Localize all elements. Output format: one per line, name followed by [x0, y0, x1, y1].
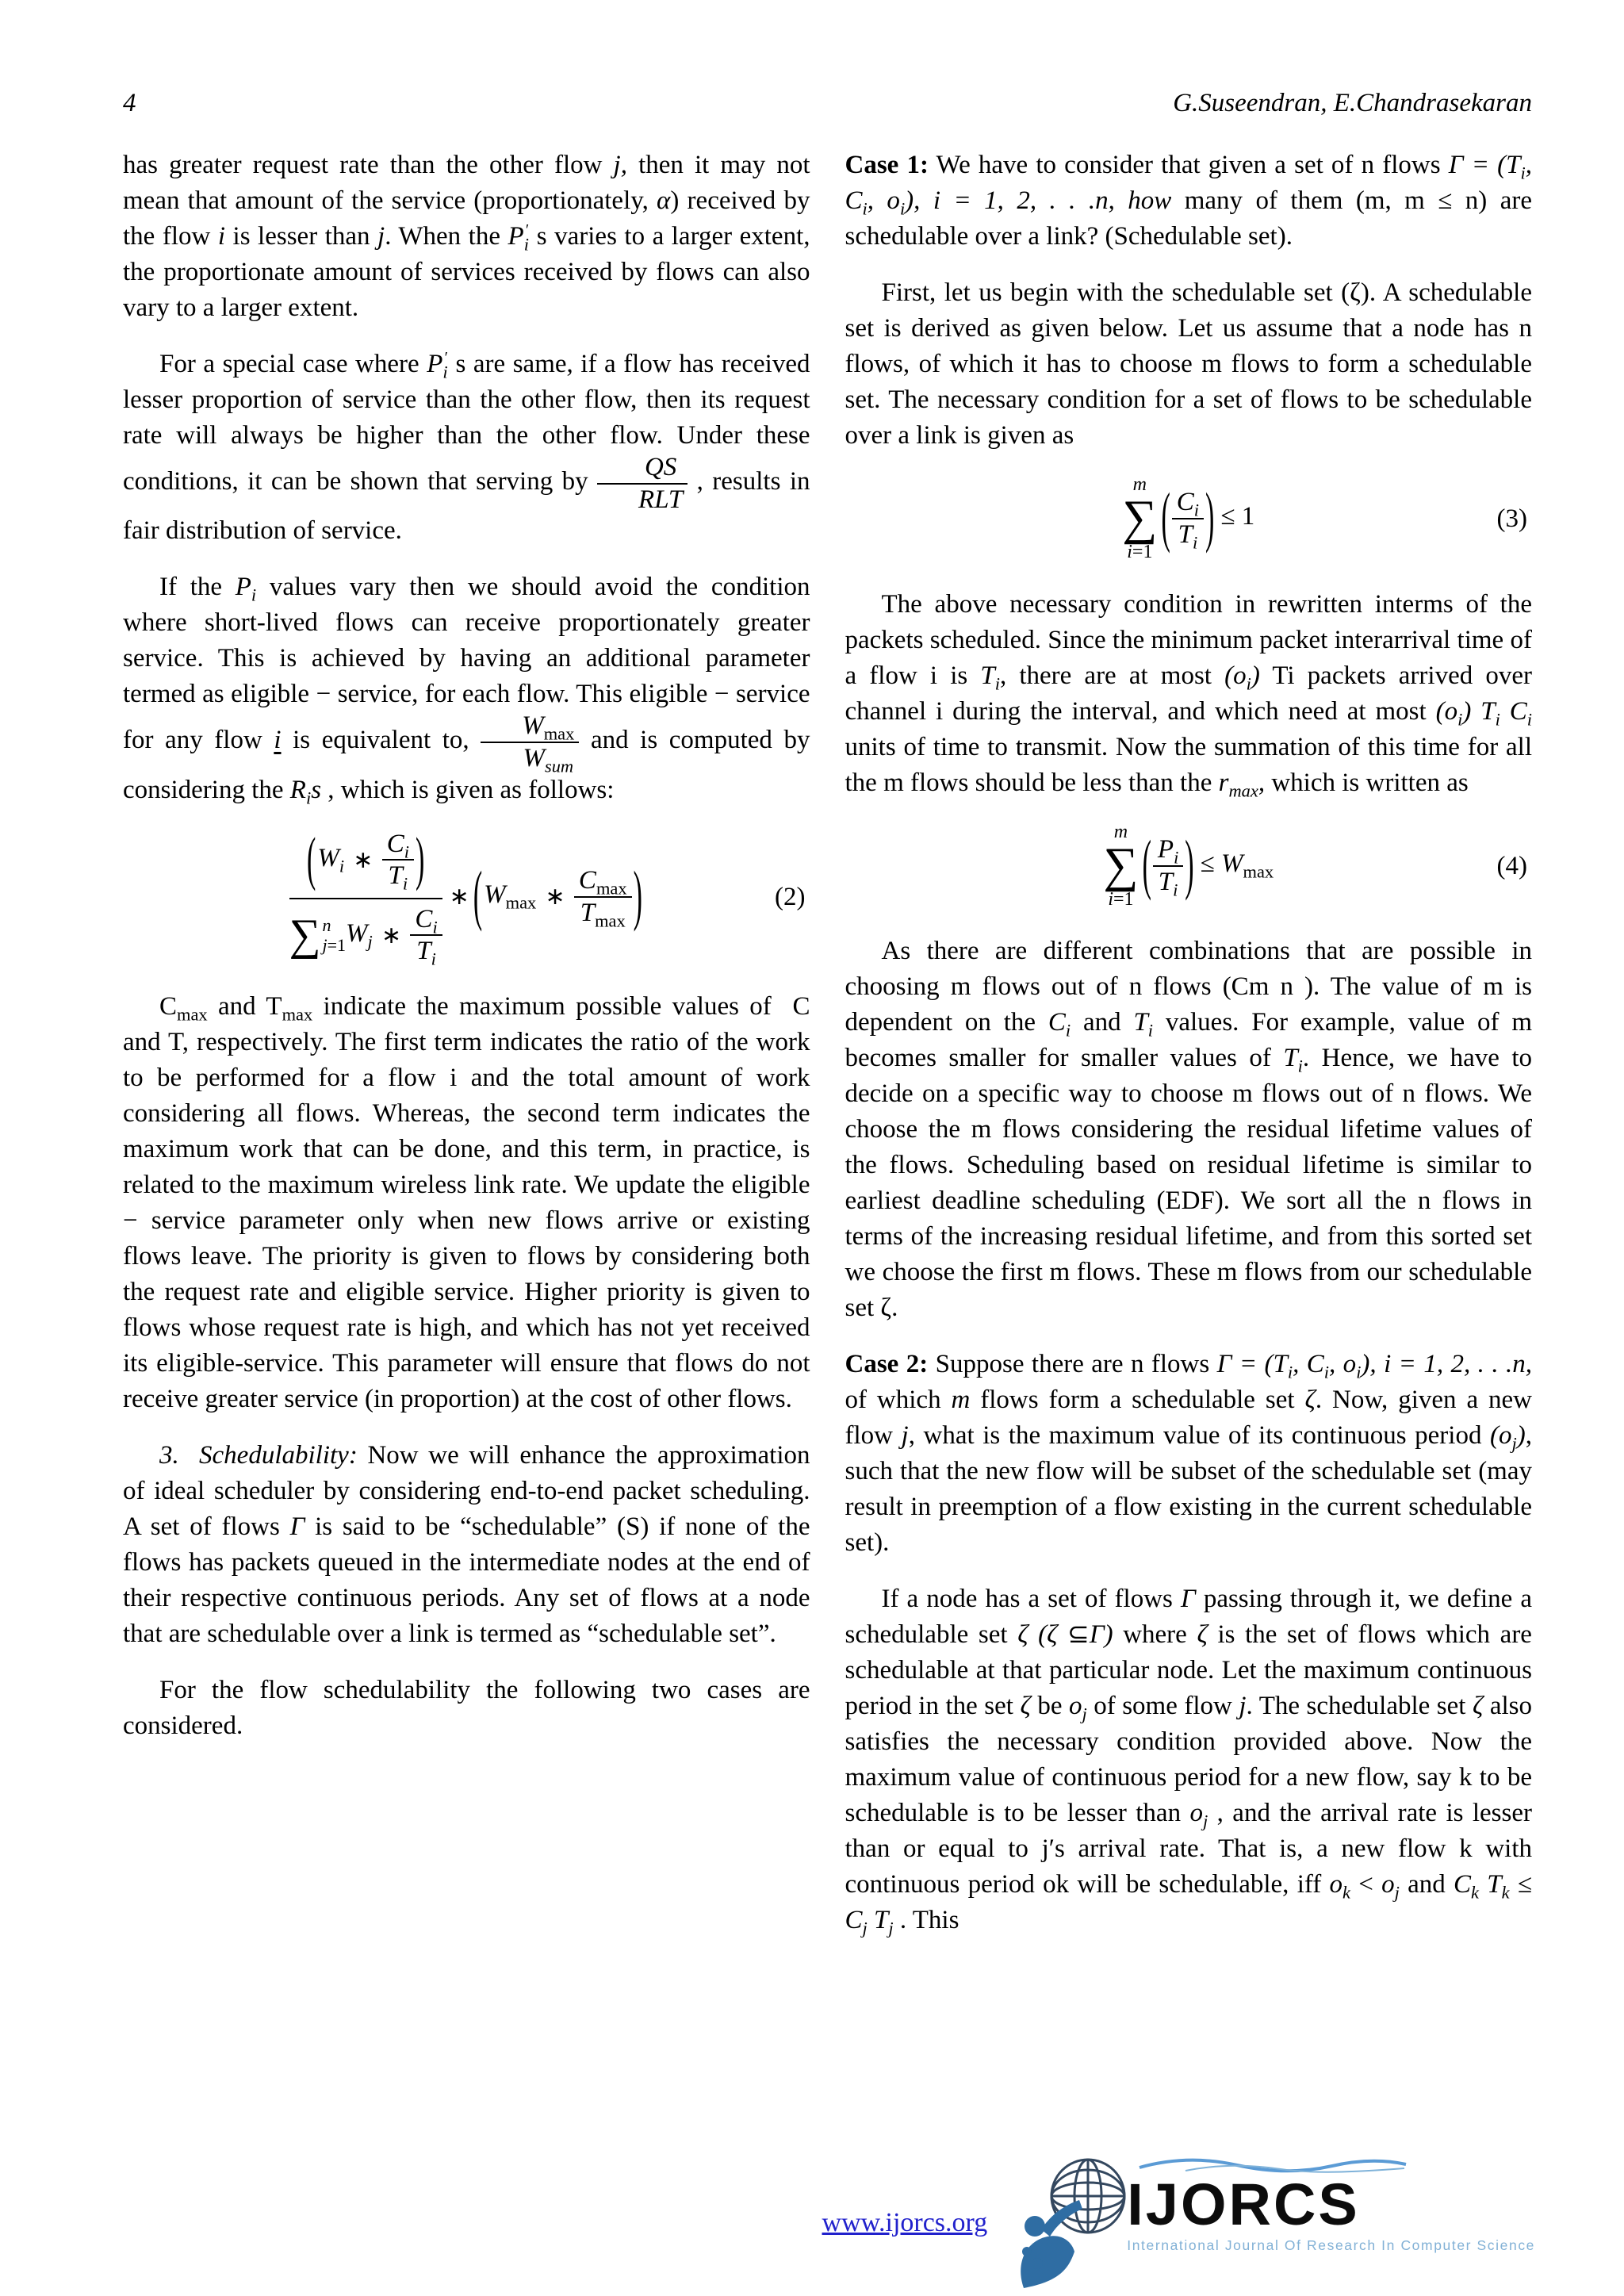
logo-text: IJORCS	[1127, 2171, 1360, 2237]
equation-body: m ∑ i=1 ( $\frac{P_i}{T_i}$ ) ≤ $W_{max}$	[1103, 821, 1274, 910]
equation-body: m ∑ i=1 ( $\frac{C_i}{T_i}$ ) ≤ 1	[1122, 474, 1255, 563]
running-authors: G.Suseendran, E.Chandrasekaran	[1173, 89, 1532, 117]
equation-3	[845, 474, 1533, 563]
equation-4	[845, 822, 1533, 910]
person-figure	[1021, 2200, 1097, 2288]
section-heading-paragraph: 3. Schedulability: Now we will enhance the approximation of ideal scheduler by considering end-to-end packet scheduling. A set of flows Γ is said to be “schedulable” (S) if none of the flows has packets queued in the intermediate nodes at the end of their respective continuous periods. Any set of flows at a node that are schedulable over a link is termed as “schedulable set”.	[123, 1441, 810, 1649]
equation-body: ($W_i$ ∗ $\frac{C_i}{T_i}$ ) ∑ n j=1 $W_j$ ∗ $\frac{C_i}{T_i}$ ∗ ($W_{max}$ ∗ $\frac{C_{max}}{T_{max}}$ )	[289, 827, 642, 970]
page-footer	[822, 2155, 1535, 2291]
logo-tagline: International Journal Of Research In Computer Science	[1127, 2237, 1535, 2254]
paragraph-case1: Case 1: We have to consider that given a set of n flows $\Gamma = (T_i$, $C_i$, $o_i$), i = 1, 2, . . .n, how many of them (m, m ≤ n) are schedulable over a link? (Schedulable set).	[845, 151, 1533, 251]
paragraph: The above necessary condition in rewritten interms of the packets scheduled. Since the minimum packet interarrival time of a flow i is $T_i$, there are at most $(o_i)$ Ti packets arrived over channel i during the interval, and which need at most $(o_i)$ $T_i$ $C_i$ units of time to transmit. Now the summation of this time for all the m flows should be less than the $r_{max}$, which is written as	[845, 589, 1532, 801]
paragraph: For the flow schedulability the following two cases are considered.	[123, 1676, 810, 1741]
logo-wordmark	[1127, 2155, 1535, 2254]
paragraph: $C_{max}$ and $T_{max}$ indicate the maximum possible values of C and T, respectively. The first term indicates the ratio of the work to be performed for a flow i and the total amount of work considering all flows. Whereas, the second term indicates the maximum work that can be done, and this term, in practice, is related to the maximum wireless link rate. We update the eligible − service parameter only when new flows arrive or existing flows leave. The priority is given to flows by considering both the request rate and eligible service. Higher priority is given to flows whose request rate is high, and which has not yet received its eligible-service. This parameter will ensure that flows do not receive greater service (in proportion) at the cost of other flows.	[123, 992, 810, 1414]
paragraph: As there are different combinations that are possible in choosing m flows out of n flows (Cm n ). The value of m is dependent on the $C_i$ and $T_i$ values. For example, value of m becomes smaller for smaller values of $T_i$. Hence, we have to decide on a specific way to choose m flows out of n flows. We choose the m flows considering the residual lifetime values of the flows. Scheduling based on residual lifetime is similar to earliest deadline scheduling (EDF). We sort all the n flows in terms of the increasing residual lifetime, and from this sorted set we choose the first m flows. These m flows from our schedulable set ζ.	[845, 937, 1532, 1323]
two-column-body	[123, 148, 1532, 1959]
page-number: 4	[123, 89, 136, 117]
paragraph: If a node has a set of flows Γ passing through it, we define a schedulable set ζ (ζ ⊆Γ) where ζ is the set of flows which are schedulable at that particular node. Let the maximum continuous period in the set ζ be $o_j$ of some flow j. The schedulable set ζ also satisfies the necessary condition provided above. Now the maximum value of continuous period for a new flow, say k to be schedulable is to be lesser than $o_j$ , and the arrival rate is lesser than or equal to j′s arrival rate. That is, a new flow k with continuous period ok will be schedulable, iff $o_k < o_j$ and $C_k$ $T_k \le C_j$ $T_j$ . This	[845, 1585, 1533, 1938]
running-header	[123, 89, 1532, 118]
paragraph: has greater request rate than the other flow j, then it may not mean that amount of the service (proportionately, α) received by the flow i is lesser than j. When the $P_i'$ s varies to a larger extent, the proportionate amount of services received by flows can also vary to a larger extent.	[123, 151, 810, 322]
equation-number: (2)	[775, 882, 806, 911]
paragraph-case2: Case 2: Suppose there are n flows $\Gamma = (T_i$, $C_i$, $o_i$), i = 1, 2, . . .n, of which m flows form a schedulable set ζ. Now, given a new flow j, what is the maximum value of its continuous period $(o_j)$, such that the new flow will be subset of the schedulable set (may result in preemption of a flow existing in the current schedulable set).	[845, 1350, 1533, 1558]
equation-2	[123, 827, 810, 970]
paragraph: For a special case where $P_i'$ s are same, if a flow has received lesser proportion of service than the other flow, then its request rate will always be higher than the other flow. Under these conditions, it can be shown that serving by $\frac{QS}{\text{RLT}}$ , results in fair distribution of service.	[123, 349, 810, 546]
ijorcs-logo	[1011, 2155, 1535, 2291]
left-column	[123, 148, 810, 1959]
equation-number: (4)	[1496, 851, 1527, 880]
globe-icon	[1051, 2160, 1124, 2233]
paragraph: First, let us begin with the schedulable set (ζ). A schedulable set is derived as given below. Let us assume that a node has n flows, of which it has to choose m flows to form a schedulable set. The necessary condition for a set of flows to be schedulable over a link is given as	[845, 278, 1532, 450]
footer-link[interactable]: www.ijorcs.org	[822, 2208, 988, 2237]
paragraph: If the $P_i$ values vary then we should avoid the condition where short-lived flows can receive proportionately greater service. This is achieved by having an additional parameter termed as eligible − service, for each flow. This eligible − service for any flow i is equivalent to, $\frac{W_{max}}{W_{sum}}$ and is computed by considering the $R_is$ , which is given as follows:	[123, 573, 810, 808]
right-column	[845, 148, 1533, 1959]
equation-number: (3)	[1496, 504, 1527, 533]
globe-person-icon	[1011, 2155, 1138, 2291]
